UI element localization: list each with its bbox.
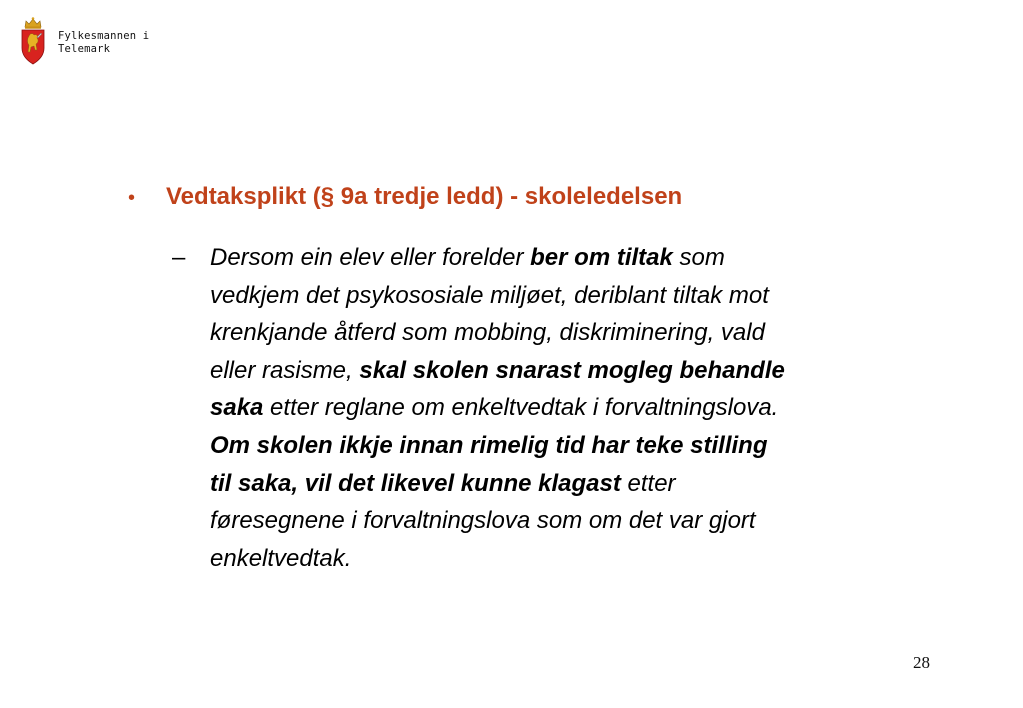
organization-name (58, 30, 149, 56)
emphasis-text: skal skolen snarast mogleg behandle (359, 356, 785, 384)
text-run: etter (620, 469, 676, 497)
text-run: Dersom ein elev eller forelder (210, 244, 531, 271)
norwegian-coat-of-arms-icon (18, 16, 48, 66)
org-name-line-1: Fylkesmannen i (58, 30, 150, 42)
bullet-heading: Vedtaksplikt (§ 9a tredje ledd) - skoleledelsen (166, 183, 683, 210)
text-line (210, 239, 970, 277)
text-line: krenkjande åtferd som mobbing, diskriminering, vald (210, 319, 765, 347)
text-line (210, 465, 970, 503)
emphasis-text: til saka, vil det likevel kunne klagast (210, 469, 621, 497)
text-line: vedkjem det psykososiale miljøet, deriblant tiltak mot (210, 281, 769, 309)
header-logo-group (18, 16, 149, 66)
sub-bullet-marker: – (172, 244, 186, 271)
text-run: eller rasisme, (210, 356, 360, 384)
bullet-marker: • (128, 187, 136, 209)
emphasis-text: Om skolen ikkje innan rimelig tid har teke stilling (210, 431, 768, 459)
org-name-line-2: Telemark (58, 43, 111, 55)
text-line (210, 427, 970, 465)
bullet-item (128, 183, 682, 211)
text-line (210, 389, 970, 427)
text-run: som (672, 244, 725, 271)
text-line (210, 352, 970, 390)
emphasis-text: saka (210, 394, 264, 422)
sub-bullet-item (172, 239, 972, 577)
text-run: etter reglane om enkeltvedtak i forvaltningslova. (263, 394, 779, 422)
emphasis-text: ber om tiltak (530, 244, 673, 271)
sub-bullet-text (210, 239, 970, 577)
text-line: føresegnene i forvaltningslova som om det var gjort (210, 507, 756, 535)
page-number: 28 (913, 653, 930, 672)
text-line: enkeltvedtak. (210, 544, 352, 572)
